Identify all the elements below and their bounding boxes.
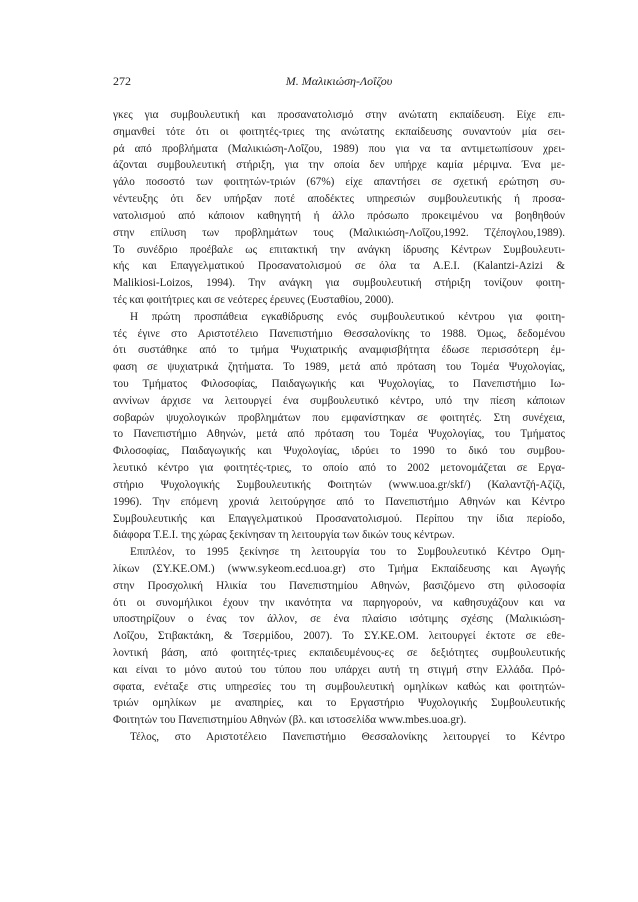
text-line: στην Προσχολική Ηλικία του Πανεπιστημίου Αθηνών, βασιζόμενο στη φιλοσοφία	[113, 579, 565, 592]
text-line: γάλο ποσοστό των φοιτητών-τριών (67%) είχε απαντήσει σε σχετική ερώτηση συ-	[113, 176, 565, 189]
paragraph-end-line: διάφορα Τ.Ε.Ι. της χώρας ξεκίνησαν τη λειτουργία των δικών τους κέντρων.	[113, 529, 455, 542]
text-line: Το συνέδριο προέβαλε ως επιτακτική την ανάγκη ίδρυσης Κέντρων Συμβουλευτι-	[113, 243, 565, 256]
paragraph-first-line: Τέλος, στο Αριστοτέλειο Πανεπιστήμιο Θεσσαλονίκης λειτουργεί το Κέντρο	[130, 731, 565, 744]
page-number: 272	[113, 74, 131, 88]
text-line: λευτικό κέντρο για φοιτητές-τριες, το οποίο από το 2002 μετονομάζεται σε Εργα-	[113, 462, 565, 475]
text-line: στήριο Ψυχολογικής Συμβουλευτικής Φοιτητών (www.uoa.gr/skf/) (Καλαντζή-Αζίζι,	[113, 478, 565, 491]
text-line: λοντική βάση, από φοιτητές-τριες εκπαιδευμένους-ες σε δεξιότητες συμβουλευτικής	[113, 647, 565, 659]
text-line: ότι οι συνομήλικοι έχουν την ικανότητα να παρηγορούν, να καθησυχάζουν και να	[113, 596, 565, 609]
text-line: αννίνων άρχισε να λειτουργεί ένα συμβουλευτικό κέντρο, υπό την πίεση κάποιων	[113, 394, 565, 407]
text-line: τριών ομηλίκων με αναπηρίες, και το Εργαστήριο Ψυχολογικής Συμβουλευτικής	[113, 697, 565, 710]
text-line: Φιλοσοφίας, Παιδαγωγικής και Ψυχολογίας, ιδρύει το 1990 το δικό του συμβου-	[113, 445, 565, 458]
text-line: 1996). Την επόμενη χρονιά λειτούργησε από το Πανεπιστήμιο Αθηνών και Κέντρο	[113, 495, 565, 508]
text-line: Συμβουλευτικής και Επαγγελματικού Προσανατολισμού. Περίπου την ίδια περίοδο,	[113, 512, 565, 525]
text-line: του Τμήματος Φιλοσοφίας, Παιδαγωγικής και Ψυχολογίας, το Πανεπιστήμιο Ιω-	[113, 378, 565, 390]
text-line: Λοΐζου, Στιβακτάκη, & Τσερμίδου, 2007). Το ΣΥ.ΚΕ.ΟΜ. λειτουργεί έκτοτε σε εθε-	[113, 630, 565, 643]
paragraph-first-line: Επιπλέον, το 1995 ξεκίνησε τη λειτουργία του το Συμβουλευτικό Κέντρο Ομη-	[130, 546, 565, 559]
text-line: στην επίλυση των προβλημάτων τους (Μαλικιώση-Λοΐζου,1992. Τζέπογλου,1989).	[113, 226, 565, 239]
text-line: και είναι το μόνο αυτού του τύπου που υπάρχει αυτή τη στιγμή στην Ελλάδα. Πρό-	[113, 663, 565, 676]
text-line: άζονται συμβουλευτική στήριξη, για την οποία δεν υπήρχε καμία μέριμνα. Ένα με-	[113, 159, 565, 172]
paragraph-end-line: Φοιτητών του Πανεπιστημίου Αθηνών (βλ. και ιστοσελίδα www.mbes.uoa.gr).	[113, 714, 467, 727]
text-line: τές έγινε στο Αριστοτέλειο Πανεπιστήμιο Θεσσαλονίκης το 1988. Όμως, δεδομένου	[113, 327, 565, 340]
text-line: ότι συστάθηκε από το τμήμα Ψυχιατρικής αναμφισβήτητα έδωσε περισσότερη έμ-	[113, 344, 565, 357]
text-line: υποστηρίζουν ο ένας τον άλλον, σε ένα πλαίσιο ισότιμης σχέσης (Μαλικιώση-	[113, 613, 565, 626]
text-line: σφατα, ενέταξε στις υπηρεσίες του τη συμβουλευτική ομηλίκων καθώς και φοιτητών-	[113, 680, 565, 693]
text-line: σημανθεί τότε ότι οι φοιτητές-τριες της ανώτατης εκπαίδευσης συναντούν μία σει-	[113, 125, 565, 138]
text-line: φαση σε ψυχιατρικά ζητήματα. Το 1989, μετά από πρόταση του Τομέα Ψυχολογίας,	[113, 361, 565, 374]
text-line: νατολισμού από κάποιον καθηγητή ή άλλο πρόσωπο προκειμένου να βοηθηθούν	[113, 209, 565, 222]
text-line: κής και Επαγγελματικού Προσανατολισμού σε όλα τα Α.Ε.Ι. (Kalantzi-Azizi &	[113, 260, 565, 273]
body-text	[113, 107, 565, 746]
page-header	[113, 73, 565, 89]
paragraph-first-line: Η πρώτη προσπάθεια εγκαθίδρυσης ενός συμβουλευτικού κέντρου για φοιτη-	[130, 310, 565, 323]
text-line: λίκων (ΣΥ.ΚΕ.ΟΜ.) (www.sykeom.ecd.uoa.gr) στο Τμήμα Εκπαίδευσης και Αγωγής	[113, 562, 565, 575]
text-line: σοβαρών ψυχολογικών προβλημάτων που εμφανίστηκαν σε φοιτητές. Στη συνέχεια,	[113, 411, 565, 424]
text-line: νέντευξης ότι δεν υπήρξαν ποτέ αποδέκτες υπηρεσιών συμβουλευτικής ή προσα-	[113, 193, 565, 206]
text-line: γκες για συμβουλευτική και προσανατολισμό στην ανώτατη εκπαίδευση. Είχε επι-	[113, 109, 565, 121]
text-line: Malikiosi-Loizos, 1994). Την ανάγκη για συμβουλευτική στήριξη τονίζουν φοιτη-	[113, 277, 565, 290]
text-line: το Πανεπιστήμιο Αθηνών, μετά από πρόταση του Τομέα Ψυχολογίας, του Τμήματος	[113, 428, 565, 441]
paragraph-end-line: τές και φοιτήτριες και σε νεότερες έρευνες (Ευσταθίου, 2000).	[113, 293, 394, 306]
text-line: ρά από προβλήματα (Μαλικιώση-Λοΐζου, 1989) που για να τα αντιμετωπίσουν χρει-	[113, 142, 565, 155]
running-title: Μ. Μαλικιώση-Λοΐζου	[285, 74, 393, 88]
